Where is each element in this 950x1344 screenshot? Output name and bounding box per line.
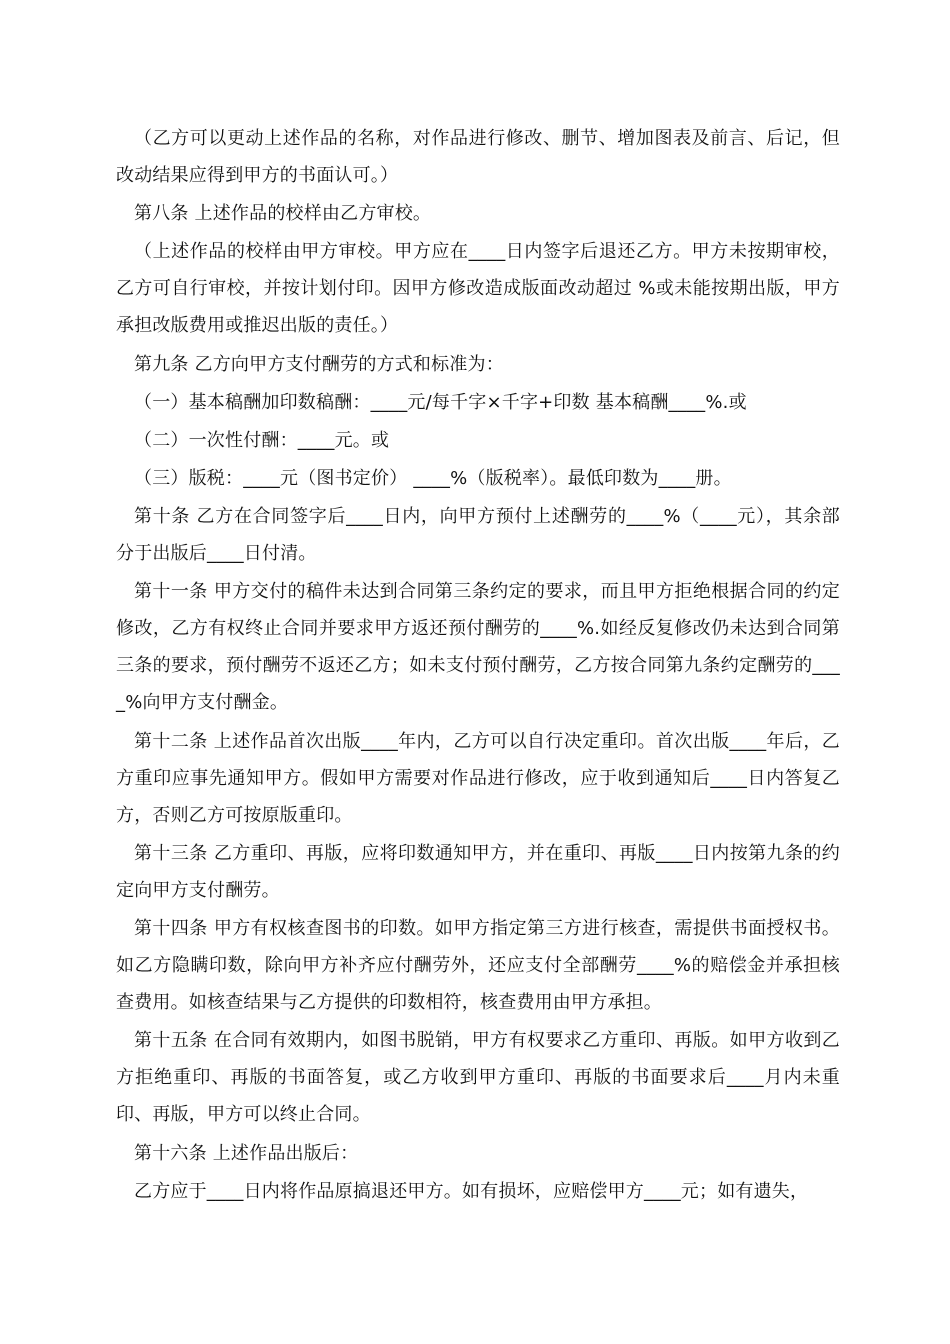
- paragraph-article-14: 第十四条 甲方有权核查图书的印数。如甲方指定第三方进行核查，需提供书面授权书。如乙方隐瞒印数，除向甲方补齐应付酬劳外，还应支付全部酬劳____%的赔偿金并承担核查费用。如核查结果与乙方提供的印数相符，核查费用由甲方承担。: [116, 917, 840, 1014]
- paragraph-note-proofreading: （上述作品的校样由甲方审校。甲方应在____日内签字后退还乙方。甲方未按期审校，乙方可自行审校，并按计划付印。因甲方修改造成版面改动超过 %或未能按期出版，甲方承担改版费用或推迟出版的责任。）: [116, 241, 840, 337]
- paragraph-article-9-item-2: （二）一次性付酬：____元。或: [134, 429, 390, 451]
- paragraph-article-11: 第十一条 甲方交付的稿件未达到合同第三条约定的要求，而且甲方拒绝根据合同的约定修改，乙方有权终止合同并要求甲方返还预付酬劳的____%.如经反复修改仍未达到合同第三条的要求，预付酬劳不返还乙方；如未支付预付酬劳，乙方按合同第九条约定酬劳的____%向甲方支付酬金。: [116, 581, 840, 714]
- paragraph-article-9-item-1: （一）基本稿酬加印数稿酬：____元/每千字×千字+印数 基本稿酬____%.或: [134, 391, 747, 413]
- paragraph-article-13: 第十三条 乙方重印、再版，应将印数通知甲方，并在重印、再版____日内按第九条的约定向甲方支付酬劳。: [116, 842, 840, 901]
- paragraph-article-8: 第八条 上述作品的校样由乙方审校。: [134, 203, 432, 225]
- paragraph-note-modification: （乙方可以更动上述作品的名称，对作品进行修改、删节、增加图表及前言、后记，但改动结果应得到甲方的书面认可。）: [116, 128, 840, 187]
- paragraph-article-16: 第十六条 上述作品出版后：: [134, 1142, 359, 1164]
- paragraph-article-16-detail: 乙方应于____日内将作品原搞退还甲方。如有损坏，应赔偿甲方____元；如有遗失，: [134, 1180, 809, 1202]
- paragraph-article-9-item-3: （三）版税：____元（图书定价） ____%（版税率）。最低印数为____册。: [134, 467, 732, 489]
- paragraph-article-9: 第九条 乙方向甲方支付酬劳的方式和标准为：: [134, 353, 504, 375]
- paragraph-article-15: 第十五条 在合同有效期内，如图书脱销，甲方有权要求乙方重印、再版。如甲方收到乙方拒绝重印、再版的书面答复，或乙方收到甲方重印、再版的书面要求后____月内未重印、再版，甲方可以终止合同。: [116, 1030, 840, 1126]
- document-body: [116, 120, 840, 1211]
- paragraph-article-10: 第十条 乙方在合同签字后____日内，向甲方预付上述酬劳的____%（____元），其余部分于出版后____日付清。: [116, 505, 840, 565]
- paragraph-article-12: 第十二条 上述作品首次出版____年内，乙方可以自行决定重印。首次出版____年后，乙方重印应事先通知甲方。假如甲方需要对作品进行修改，应于收到通知后____日内答复乙方，否则乙方可按原版重印。: [116, 730, 840, 826]
